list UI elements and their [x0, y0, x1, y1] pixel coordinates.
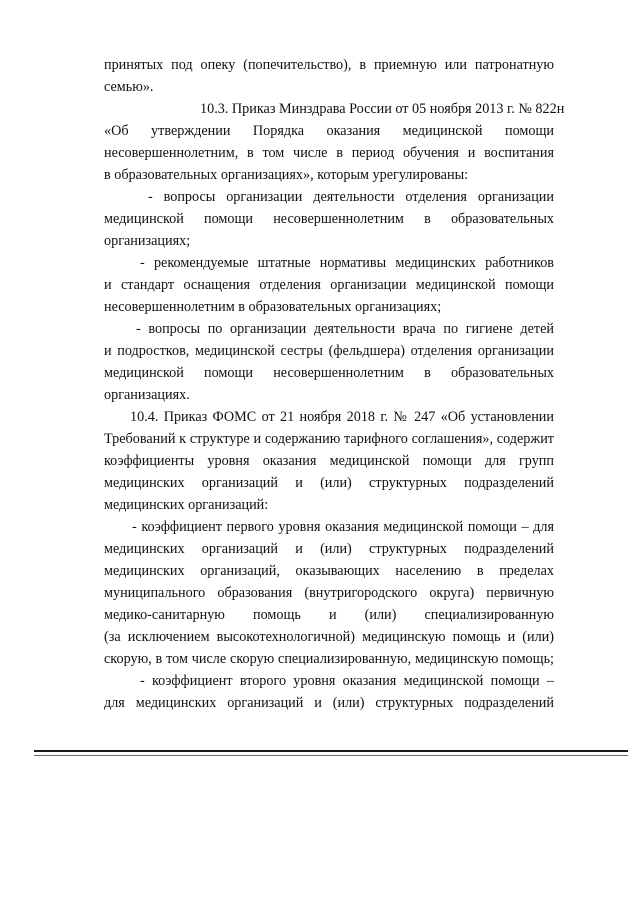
list-item: - вопросы по организации деятельности врача по гигиене детей: [136, 321, 554, 337]
text-line: принятых под опеку (попечительство), в приемную или патронатную: [104, 57, 554, 73]
text-line: и подростков, медицинской сестры (фельдшера) отделения организации: [104, 343, 554, 359]
page-bottom-rule: [34, 750, 628, 752]
text-line: несовершеннолетним в образовательных организациях;: [104, 299, 442, 315]
text-line: муниципального образования (внутригородского округа) первичную: [104, 585, 554, 601]
text-line: Требований к структуре и содержанию тарифного соглашения», содержит: [104, 431, 554, 447]
text-line: медицинских организаций:: [104, 497, 269, 513]
section-heading: 10.3. Приказ Минздрава России от 05 ноября 2013 г. № 822н: [200, 101, 565, 117]
text-line: медико-санитарную помощь и (или) специализированную: [104, 607, 554, 623]
section-heading: 10.4. Приказ ФОМС от 21 ноября 2018 г. № 247 «Об установлении: [130, 409, 554, 425]
text-line: и стандарт оснащения отделения организации медицинской помощи: [104, 277, 554, 293]
text-line: коэффициенты уровня оказания медицинской помощи для групп: [104, 453, 554, 469]
text-line: медицинской помощи несовершеннолетним в образовательных: [104, 365, 554, 381]
list-item: - коэффициент второго уровня оказания медицинской помощи –: [140, 673, 554, 689]
list-item: - коэффициент первого уровня оказания медицинской помощи – для: [132, 519, 554, 535]
list-item: - рекомендуемые штатные нормативы медицинских работников: [140, 255, 554, 271]
text-line: медицинских организаций и (или) структурных подразделений: [104, 541, 554, 557]
text-line: несовершеннолетним, в том числе в период обучения и воспитания: [104, 145, 554, 161]
text-line: семью».: [104, 79, 154, 95]
text-line: (за исключением высокотехнологичной) медицинскую помощь и (или): [104, 629, 554, 645]
text-line: медицинской помощи несовершеннолетним в образовательных: [104, 211, 554, 227]
text-line: в образовательных организациях», которым урегулированы:: [104, 167, 469, 183]
text-line: организациях;: [104, 233, 191, 249]
text-line: «Об утверждении Порядка оказания медицинской помощи: [104, 123, 554, 139]
text-line: медицинских организаций и (или) структурных подразделений: [104, 475, 554, 491]
page-bottom-rule-shadow: [34, 755, 628, 756]
list-item: - вопросы организации деятельности отделения организации: [148, 189, 554, 205]
text-line: медицинских организаций, оказывающих населению в пределах: [104, 563, 554, 579]
text-line: для медицинских организаций и (или) структурных подразделений: [104, 695, 554, 711]
text-line: организациях.: [104, 387, 190, 403]
text-line: скорую, в том числе скорую специализированную, медицинскую помощь;: [104, 651, 554, 667]
